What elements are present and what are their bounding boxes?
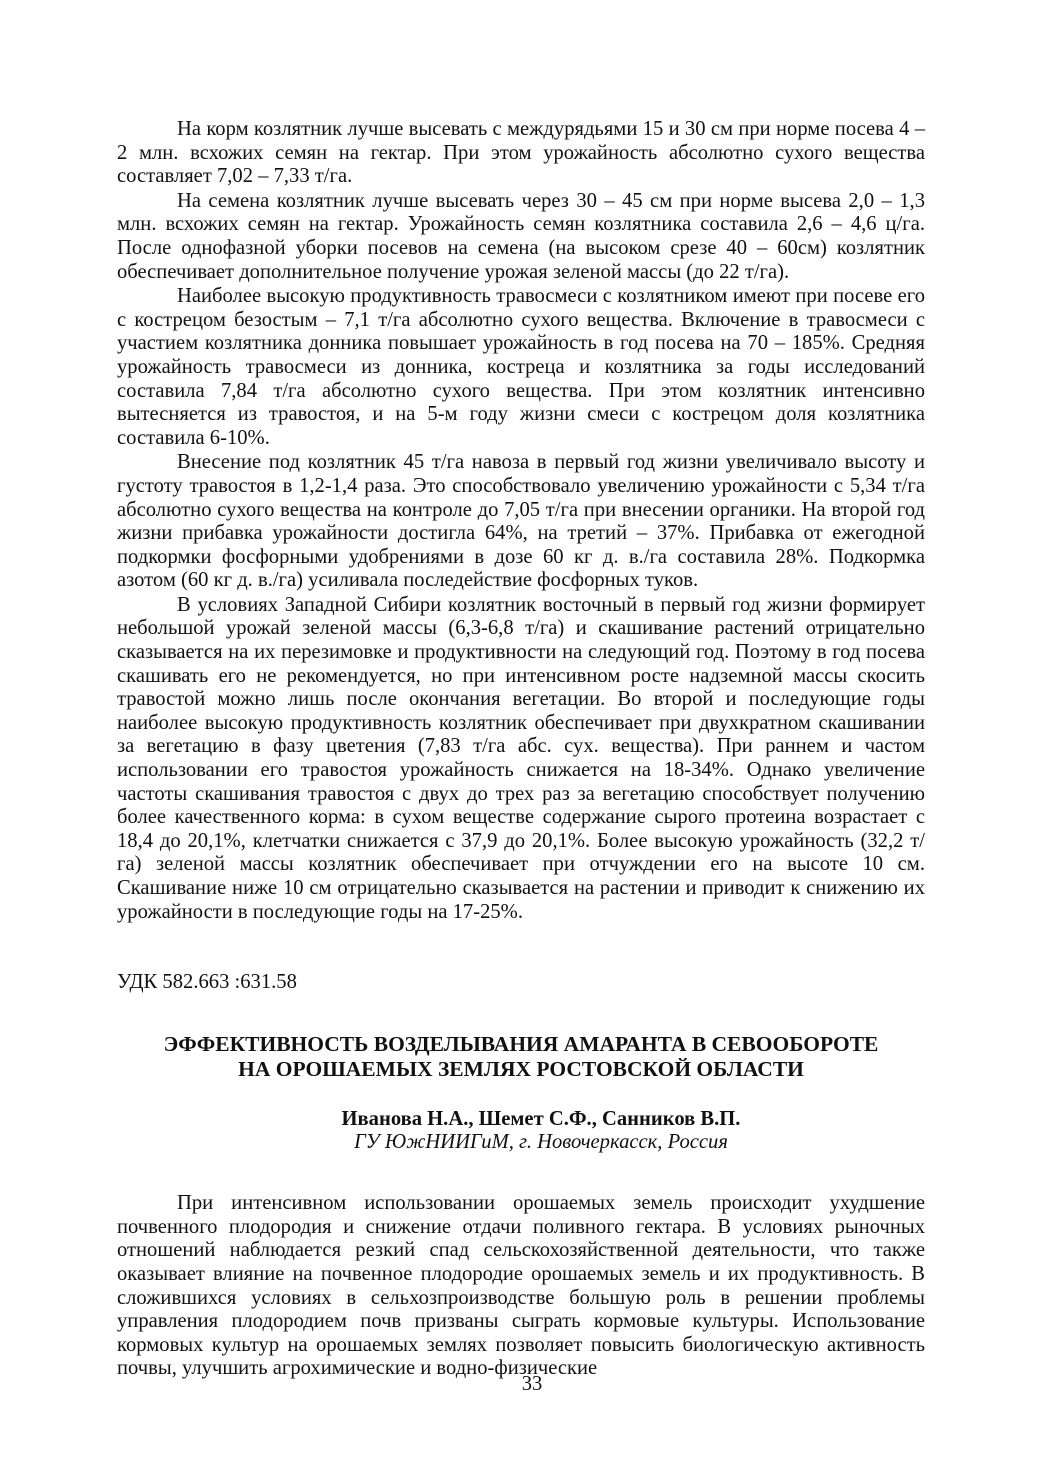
paragraph-grass-mixture: Наиболее высокую продуктивность травосмеси с козлятником имеют при посеве его с кострецом безостым – 7,1 т/га абсолютно сухого вещества. Включение в травосмеси с участием козлятника донника повышает урожайность в год посева на 70 – 185%. Средняя урожайность травосмеси из донника, костреца и козлятника за годы исследований составила 7,84 т/га абсолютно сухого вещества. При этом козлятник интенсивно вытесняется из травостоя, и на 5-м году жизни смеси с кострецом доля козлятника составила 6-10%. [117, 285, 925, 449]
paragraph-abstract: При интенсивном использовании орошаемых земель происходит ухудшение почвенного плодородия и снижение отдачи поливного гектара. В условиях рыночных отношений наблюдается резкий спад сельскохозяйственной деятельности, что также оказывает влияние на почвенное плодородие орошаемых земель и их продуктивность. В сложившихся условиях в сельхозпроизводстве большую роль в решении проблемы управления плодородием почв призваны сыграть кормовые культуры. Использование кормовых культур на орошаемых землях позволяет повысить биологическую активность почвы, улучшить агрохимические и водно-физические [117, 1192, 925, 1380]
paragraph-forage-sowing: На корм козлятник лучше высевать с междурядьями 15 и 30 см при норме посева 4 – 2 млн. всхожих семян на гектар. При этом урожайность абсолютно сухого вещества составляет 7,02 – 7,33 т/га. [117, 118, 925, 188]
paragraph-fertilization: Внесение под козлятник 45 т/га навоза в первый год жизни увеличивало высоту и густоту травостоя в 1,2-1,4 раза. Это способствовало увеличению урожайности с 5,34 т/га абсолютно сухого вещества на контроле до 7,05 т/га при внесении органики. На второй год жизни прибавка урожайности достигла 64%, на третий – 37%. Прибавка от ежегодной подкормки фосфорными удобрениями в дозе 60 кг д. в./га составила 28%. Подкормка азотом (60 кг д. в./га) усиливала последействие фосфорных туков. [117, 451, 925, 592]
article-title-line-1: ЭФФЕКТИВНОСТЬ ВОЗДЕЛЫВАНИЯ АМАРАНТА В СЕВООБОРОТЕ [163, 1032, 879, 1057]
udk-code: УДК 582.663 :631.58 [117, 971, 297, 994]
article-authors: Иванова Н.А., Шемет С.Ф., Санников В.П. [341, 1108, 741, 1131]
page-content [117, 118, 925, 1381]
article-title-line-2: НА ОРОШАЕМЫХ ЗЕМЛЯХ РОСТОВСКОЙ ОБЛАСТИ [238, 1056, 804, 1081]
paragraph-western-siberia: В условиях Западной Сибири козлятник восточный в первый год жизни формирует небольшой урожай зеленой массы (6,3-6,8 т/га) и скашивание растений отрицательно сказывается на их перезимовке и продуктивности на следующий год. Поэтому в год посева скашивать его не рекомендуется, но при интенсивном росте надземной массы скосить травостой можно лишь после окончания вегетации. Во второй и последующие годы наиболее высокую продуктивность козлятник обеспечивает при двухкратном скашивании за вегетацию в фазу цветения (7,83 т/га абс. сух. вещества). При раннем и частом использовании его травостоя урожайность снижается на 18-34%. Однако увеличение частоты скашивания травостоя с двух до трех раз за вегетацию способствует получению более качественного корма: в сухом веществе содержание сырого протеина возрастает с 18,4 до 20,1%, клетчатки снижается с 37,9 до 20,1%. Более высокую урожайность (32,2 т/га) зеленой массы козлятник обеспечивает при отчуждении его на высоте 10 см. Скашивание ниже 10 см отрицательно сказывается на растении и приводит к снижению их урожайности в последующие годы на 17-25%. [117, 593, 925, 923]
paragraph-seed-sowing: На семена козлятник лучше высевать через 30 – 45 см при норме высева 2,0 – 1,3 млн. всхожих семян на гектар. Урожайность семян козлятника составила 2,6 – 4,6 ц/га. После однофазной уборки посевов на семена (на высоком срезе 40 – 60см) козлятник обеспечивает дополнительное получение урожая зеленой массы (до 22 т/га). [117, 189, 925, 283]
page-number: 33 [521, 1373, 543, 1395]
article-title [117, 1032, 925, 1081]
article-affiliation: ГУ ЮжНИИГиМ, г. Новочеркасск, Россия [354, 1131, 728, 1154]
